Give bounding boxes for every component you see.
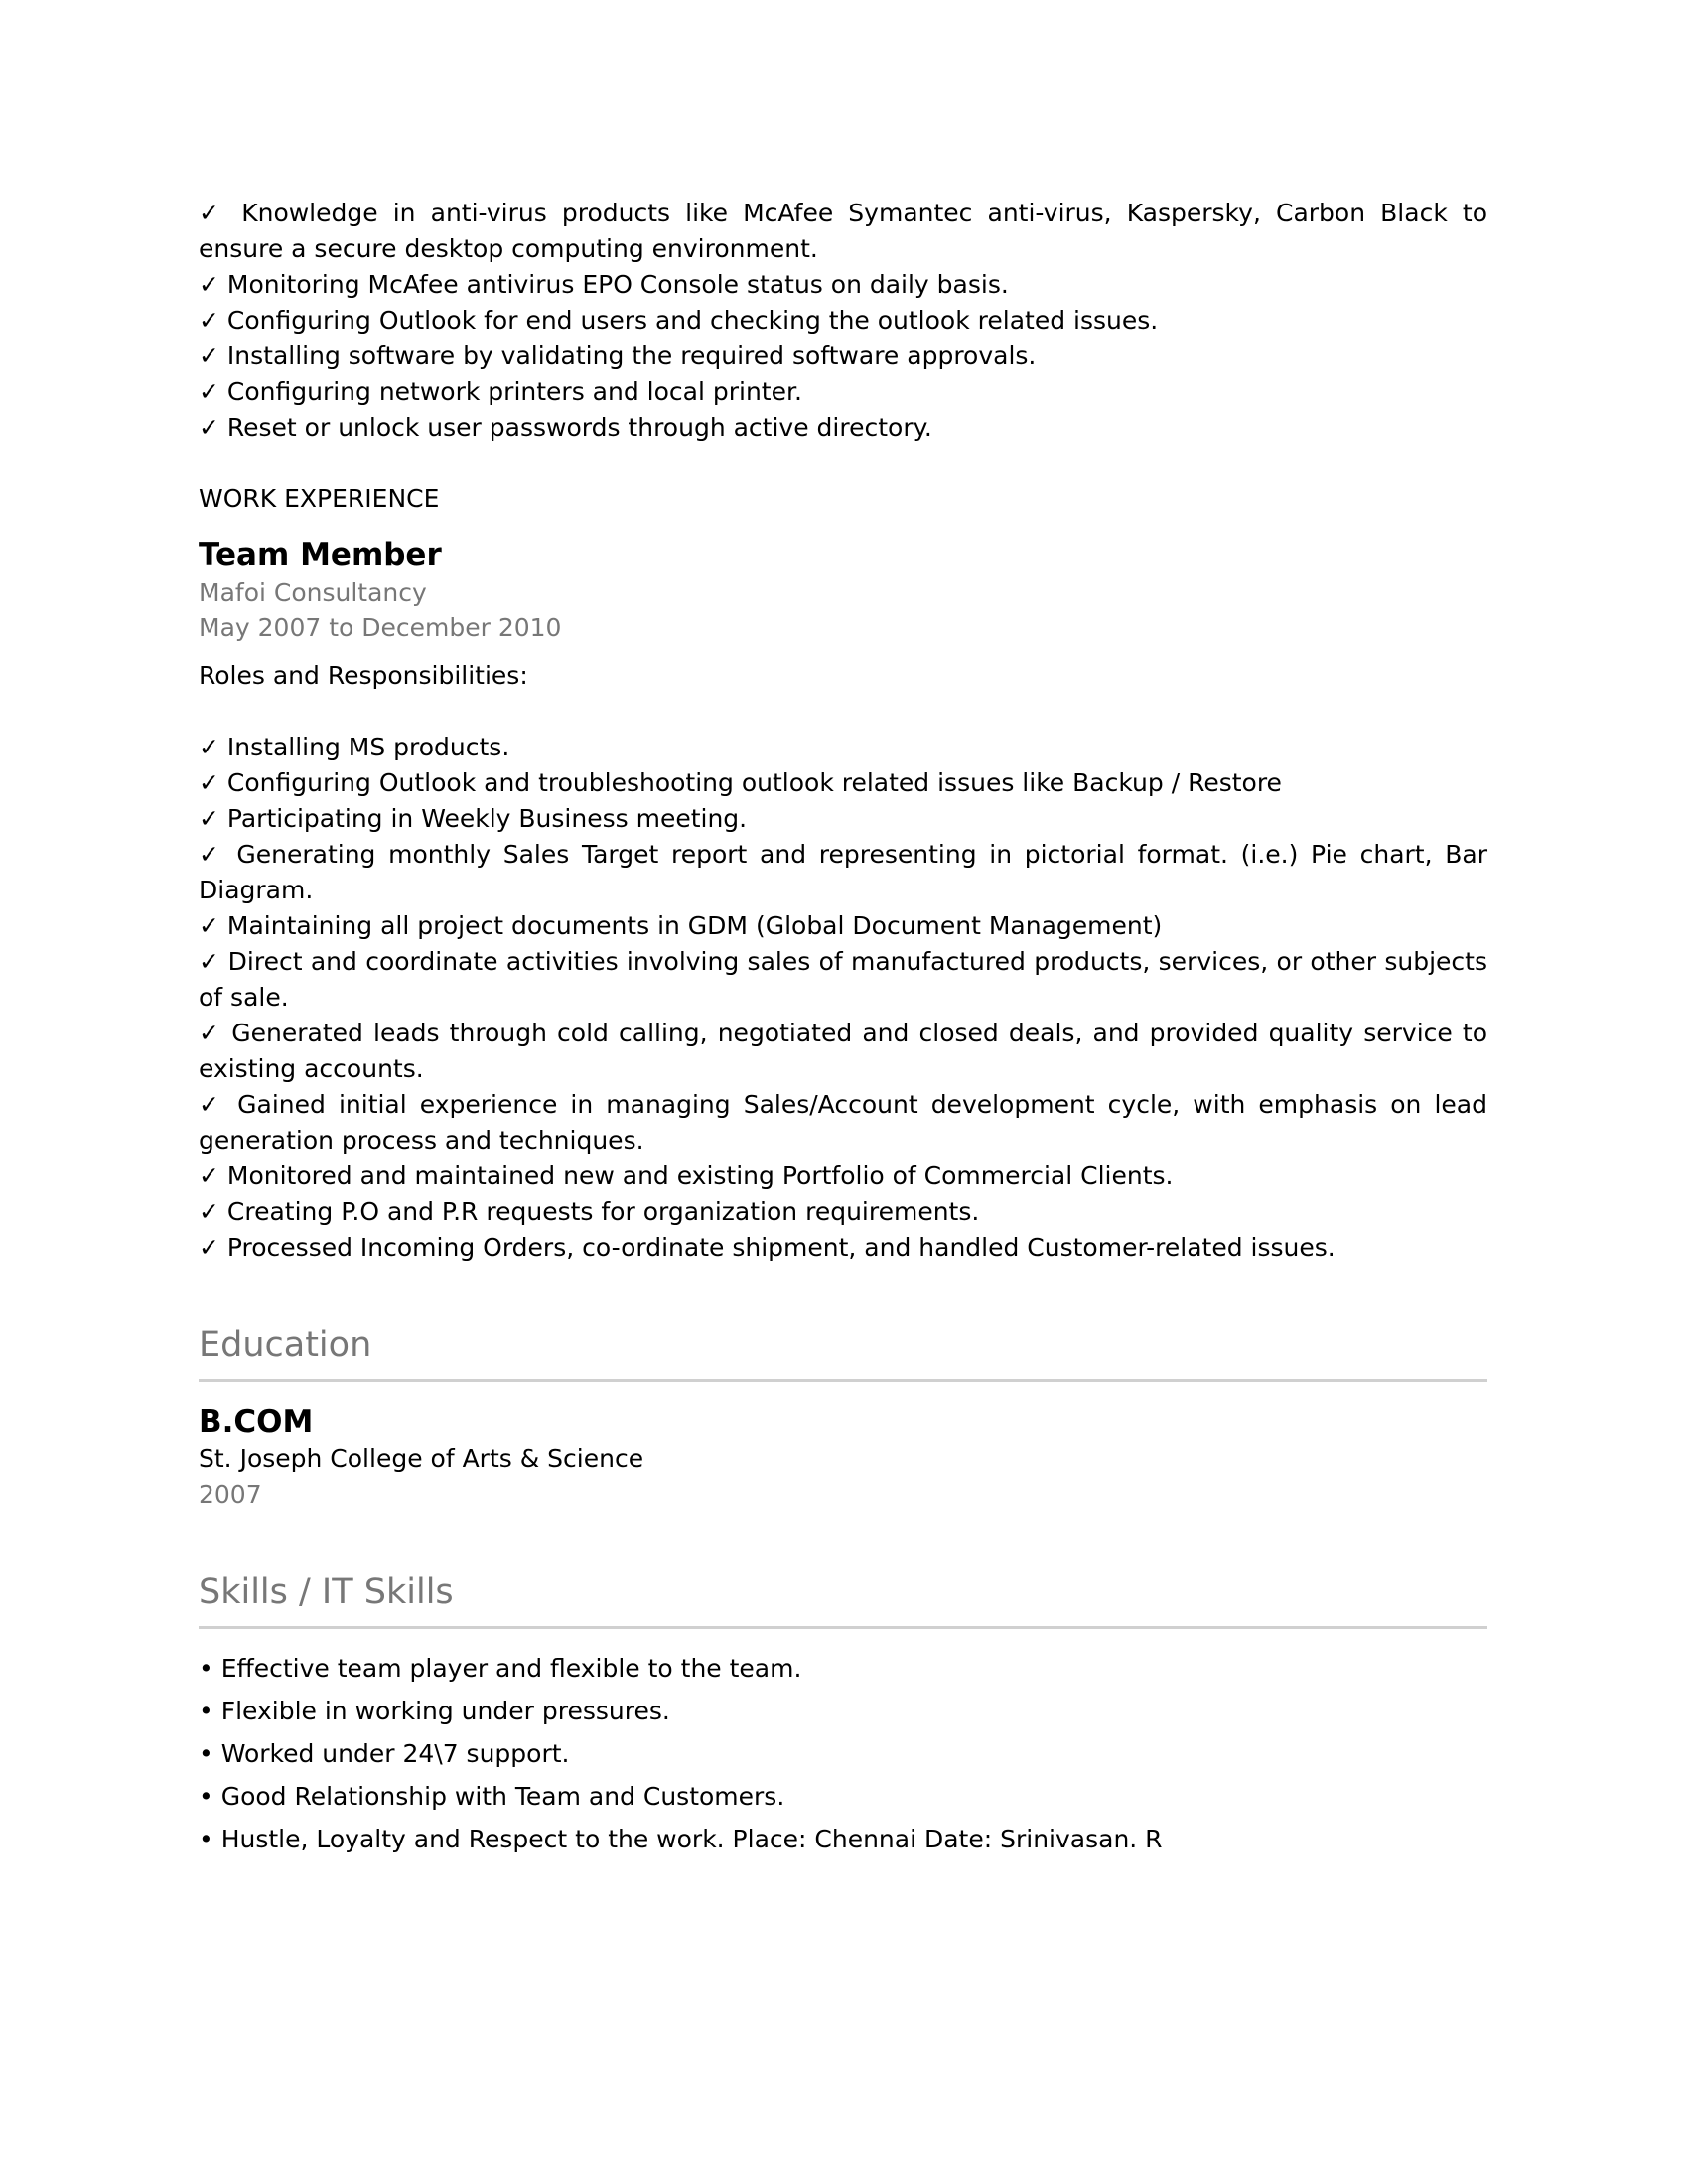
skills-list <box>199 1651 1487 1857</box>
list-item: • Effective team player and flexible to the team. <box>199 1654 802 1683</box>
roles-list <box>199 730 1487 1266</box>
list-item: • Flexible in working under pressures. <box>199 1697 670 1725</box>
list-item: ✓ Maintaining all project documents in GDM (Global Document Management) <box>199 911 1163 940</box>
list-item: ✓ Generated leads through cold calling, negotiated and closed deals, and provided quality service to existing accounts. <box>199 1019 1487 1083</box>
job-dates: May 2007 to December 2010 <box>199 614 562 642</box>
resume-page <box>199 196 1487 1864</box>
education-heading: Education <box>199 1323 1487 1382</box>
list-item: • Good Relationship with Team and Customers. <box>199 1782 785 1811</box>
list-item: ✓ Reset or unlock user passwords through active directory. <box>199 413 932 442</box>
list-item: ✓ Monitoring McAfee antivirus EPO Console status on daily basis. <box>199 270 1009 299</box>
list-item: ✓ Direct and coordinate activities involving sales of manufactured products, services, or other subjects of sale. <box>199 947 1487 1012</box>
education-entry <box>199 1402 1487 1513</box>
list-item: ✓ Knowledge in anti-virus products like McAfee Symantec anti-virus, Kaspersky, Carbon Black to ensure a secure desktop computing environment. <box>199 199 1487 263</box>
list-item: ✓ Installing software by validating the required software approvals. <box>199 341 1037 370</box>
list-item: ✓ Processed Incoming Orders, co-ordinate shipment, and handled Customer-related issues. <box>199 1233 1336 1262</box>
graduation-year: 2007 <box>199 1480 262 1509</box>
institution: St. Joseph College of Arts & Science <box>199 1444 644 1473</box>
roles-heading: Roles and Responsibilities: <box>199 661 528 690</box>
list-item: ✓ Monitored and maintained new and existing Portfolio of Commercial Clients. <box>199 1161 1174 1190</box>
list-item: ✓ Configuring network printers and local printer. <box>199 377 802 406</box>
job-title: Team Member <box>199 537 442 573</box>
top-bullet-list <box>199 196 1487 446</box>
list-item: ✓ Installing MS products. <box>199 733 510 761</box>
job-entry <box>199 535 1487 1266</box>
list-item: ✓ Gained initial experience in managing Sales/Account development cycle, with emphasis on lead generation process and techniques. <box>199 1090 1487 1155</box>
company-name: Mafoi Consultancy <box>199 578 427 607</box>
skills-heading: Skills / IT Skills <box>199 1570 1487 1629</box>
list-item: ✓ Participating in Weekly Business meeting. <box>199 804 748 833</box>
list-item: ✓ Configuring Outlook and troubleshooting outlook related issues like Backup / Restore <box>199 768 1282 797</box>
list-item: ✓ Generating monthly Sales Target report and representing in pictorial format. (i.e.) Pie chart, Bar Diagram. <box>199 840 1487 904</box>
list-item: • Hustle, Loyalty and Respect to the work. Place: Chennai Date: Srinivasan. R <box>199 1825 1163 1853</box>
list-item: ✓ Creating P.O and P.R requests for organization requirements. <box>199 1197 980 1226</box>
work-experience-label: WORK EXPERIENCE <box>199 484 440 513</box>
degree: B.COM <box>199 1404 314 1439</box>
list-item: ✓ Configuring Outlook for end users and checking the outlook related issues. <box>199 306 1159 335</box>
list-item: • Worked under 24\7 support. <box>199 1739 570 1768</box>
